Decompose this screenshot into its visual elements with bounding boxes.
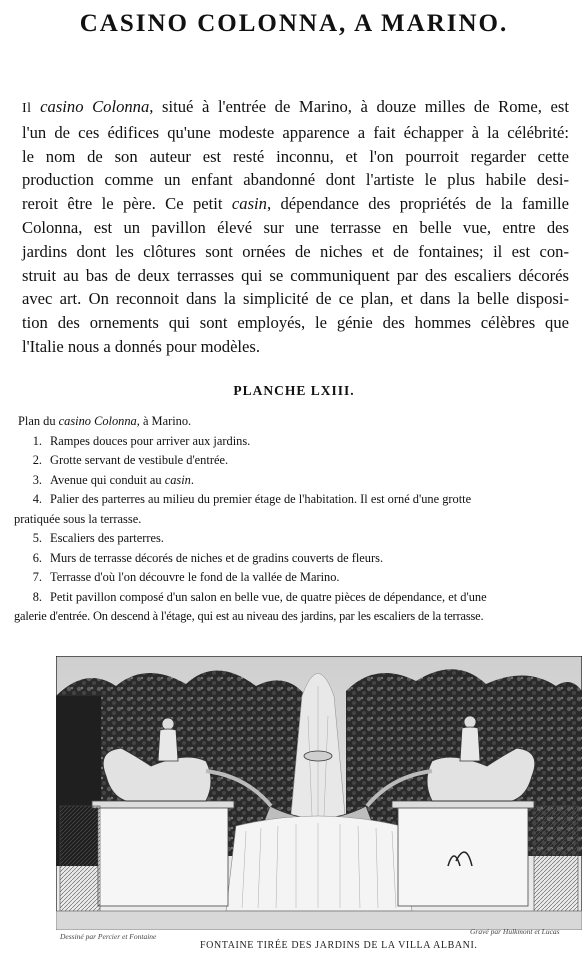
left-figure-head: [162, 718, 174, 730]
intro-italic: casin: [231, 194, 267, 214]
legend-number: 3.: [32, 472, 42, 487]
legend-text: Palier des parterres au milieu du premier étage de l'habitation. Il est orné d'une grotte: [50, 492, 472, 506]
legend-text: pratiquée sous la terrasse.: [14, 511, 142, 526]
fountain-engraving: [56, 656, 582, 930]
intro-text: , dépendance des propriétés de la famille: [266, 194, 569, 214]
right-figure-head: [464, 716, 476, 728]
legend-item-cont: [14, 607, 574, 627]
legend-item-cont: [14, 510, 574, 530]
legend-text: Petit pavillon composé d'un salon en belle vue, de quatre pièces de dépendance, et d'une: [50, 589, 487, 604]
legend-number: 7.: [32, 570, 42, 584]
intro-line: l'un de ces édifices qu'une modeste apparence a fait échapper à la célébrité:: [22, 122, 569, 142]
legend-text: Terrasse d'où l'on découvre le fond de la vallée de Marino.: [50, 570, 340, 584]
legend-number: 4.: [32, 492, 42, 506]
legend-text: Grotte servant de vestibule d'entrée.: [50, 453, 229, 467]
upper-basin: [304, 751, 332, 761]
plate-legend: [14, 412, 574, 627]
intro-paragraph: [22, 95, 569, 359]
page-title: CASINO COLONNA, A MARINO.: [79, 10, 509, 37]
water-curtain: [226, 816, 412, 911]
intro-line: [22, 192, 569, 216]
dropcap: Il: [22, 101, 32, 116]
legend-number: 6.: [32, 550, 42, 565]
legend-text: Rampes douces pour arriver aux jardins.: [50, 433, 251, 448]
legend-text: Murs de terrasse décorés de niches et de gradins couverts de fleurs.: [50, 550, 384, 565]
legend-text: galerie d'entrée. On descend à l'étage, qui est au niveau des jardins, par les escaliers de la terrasse.: [14, 609, 484, 623]
legend-item: [14, 432, 574, 452]
legend-number: 8.: [32, 589, 42, 604]
legend-italic: casino Colonna,: [58, 414, 140, 428]
legend-item: [14, 549, 574, 569]
intro-line: [22, 95, 569, 121]
legend-intro: [14, 412, 574, 432]
legend-item: [14, 471, 574, 491]
intro-line: tion des ornements qui sont employés, le génie des hommes célèbres que: [22, 313, 569, 333]
legend-item: [14, 451, 574, 471]
left-figure-body: [158, 729, 178, 761]
legend-number: 1.: [32, 433, 42, 448]
legend-text: .: [190, 472, 194, 487]
left-pedestal: [98, 806, 228, 906]
legend-item: [14, 588, 574, 608]
fountain-illustration: [56, 656, 582, 930]
right-balustrade: [534, 806, 578, 916]
intro-italic: casino Colonna,: [40, 97, 154, 116]
legend-number: 2.: [32, 453, 42, 467]
engraving-credit-left: Dessiné par Percier et Fontaine: [60, 932, 157, 941]
legend-item: [14, 490, 574, 510]
legend-number: 5.: [32, 531, 42, 545]
right-figure-body: [460, 727, 480, 761]
legend-item: [14, 568, 574, 588]
left-balustrade: [60, 806, 100, 916]
intro-line: le nom de son auteur est resté inconnu, et l'on pourroit regarder cette: [22, 146, 569, 166]
legend-item: [14, 529, 574, 549]
legend-text: à Marino.: [139, 414, 192, 428]
intro-line: Colonna, est un pavillon élevé sur une terrasse en belle vue, entre des: [22, 217, 569, 237]
legend-italic: casin: [164, 472, 191, 487]
legend-text: Plan du: [18, 414, 59, 428]
legend-text: Escaliers des parterres.: [50, 531, 164, 545]
intro-text: situé à l'entrée de Marino, à douze milles de Rome, est: [153, 97, 569, 116]
intro-line: production comme un enfant abandonné dont l'artiste le plus habile desi-: [22, 170, 569, 190]
engraving-credit-right: Gravé par Hulkmont et Lucas: [470, 927, 560, 936]
intro-text: reroit être le père. Ce petit: [22, 194, 232, 214]
intro-line: struit au bas de deux terrasses qui se communiquent par des escaliers décorés: [22, 265, 569, 285]
intro-line: jardins dont les clôtures sont ornées de niches et de fontaines; il est con-: [22, 241, 569, 261]
figure-caption: FONTAINE TIRÉE DES JARDINS DE LA VILLA ALBANI.: [200, 940, 478, 951]
intro-line: l'Italie nous a donnés pour modèles.: [22, 336, 261, 356]
right-pedestal: [398, 806, 528, 906]
plate-title: PLANCHE LXIII.: [233, 383, 355, 398]
intro-line: avec art. On reconnoit dans la simplicité de ce plan, et dans la belle disposi-: [22, 289, 569, 309]
legend-text: Avenue qui conduit au: [50, 472, 165, 487]
